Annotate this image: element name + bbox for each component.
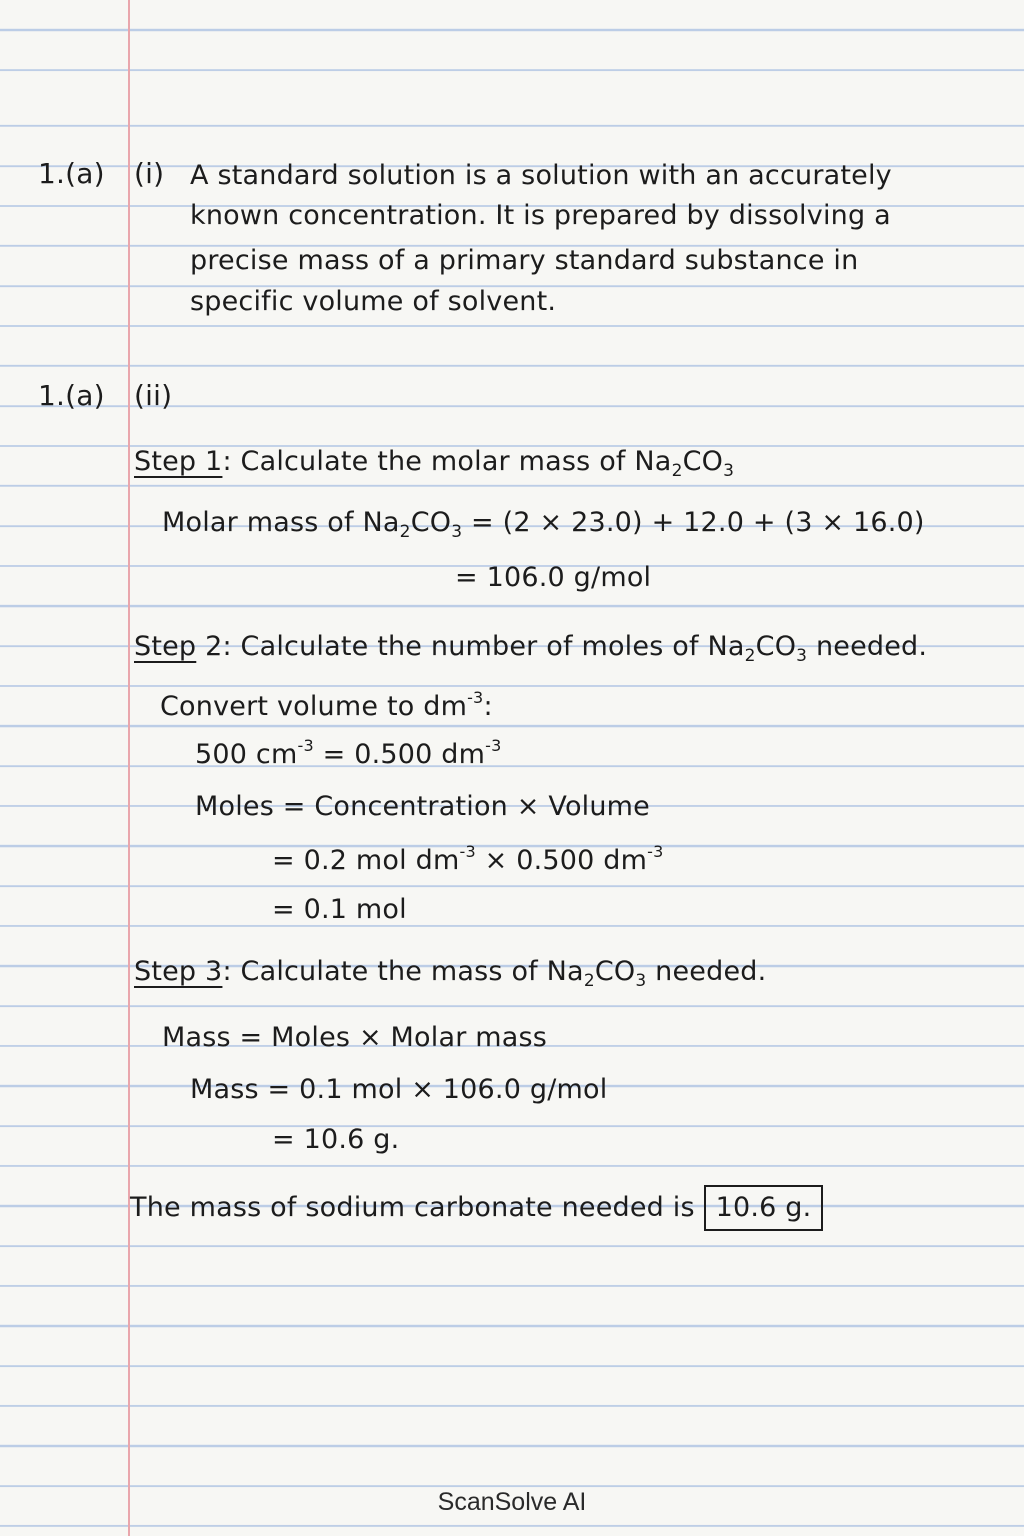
molar-mass-result: = 106.0 g/mol	[455, 562, 652, 593]
answer-line-2: known concentration. It is prepared by dissolving a	[190, 200, 891, 231]
moles-calculation: = 0.2 mol $dm^{-3} \times 0.500$ $dm^{-3}$	[272, 842, 664, 876]
answer-line-4: specific volume of solvent.	[190, 286, 557, 317]
mass-calculation: Mass = 0.1 mol × 106.0 g/mol	[190, 1074, 608, 1105]
question-label: 1.(a)	[38, 379, 105, 412]
step-2-heading: Step 2: Calculate the number of moles of $Na_2CO_3$ needed.	[134, 631, 928, 666]
molar-mass-equation: Molar mass of $Na_2CO_3 = (2 \times 23.0) + 12.0 + (3 \times 16.0)$	[162, 507, 925, 542]
final-answer-box: 10.6 g.	[704, 1185, 824, 1231]
answer-line-3: precise mass of a primary standard substance in	[190, 245, 859, 276]
mass-result: = 10.6 g.	[272, 1124, 400, 1155]
moles-equation: Moles = Concentration × Volume	[195, 791, 650, 822]
step-3-heading: Step 3: Calculate the mass of $Na_2CO_3$ needed.	[134, 956, 767, 991]
step-3-title: Step 3	[134, 956, 223, 987]
footer-watermark: ScanSolve AI	[437, 1488, 587, 1516]
volume-conversion: 500 $cm^{-3} = 0.500$ $dm^{-3}$	[195, 736, 502, 770]
moles-result: = 0.1 mol	[272, 894, 407, 925]
sub-question-label: (ii)	[134, 379, 173, 412]
margin-line	[128, 0, 130, 1536]
step-2-title: Step	[134, 631, 197, 662]
conclusion-text: The mass of sodium carbonate needed is	[130, 1192, 695, 1223]
step-1-title: Step 1	[134, 446, 223, 477]
question-label: 1.(a)	[38, 157, 105, 190]
sub-question-label: (i)	[134, 157, 165, 190]
step-1-heading: Step 1: Calculate the molar mass of $Na_2CO_3$	[134, 446, 735, 481]
convert-volume-line: Convert volume to $dm^{-3}$:	[160, 688, 493, 722]
mass-equation: Mass = Moles × Molar mass	[162, 1022, 548, 1053]
conclusion-line	[130, 1194, 823, 1221]
answer-line-1: A standard solution is a solution with an accurately	[190, 160, 892, 191]
